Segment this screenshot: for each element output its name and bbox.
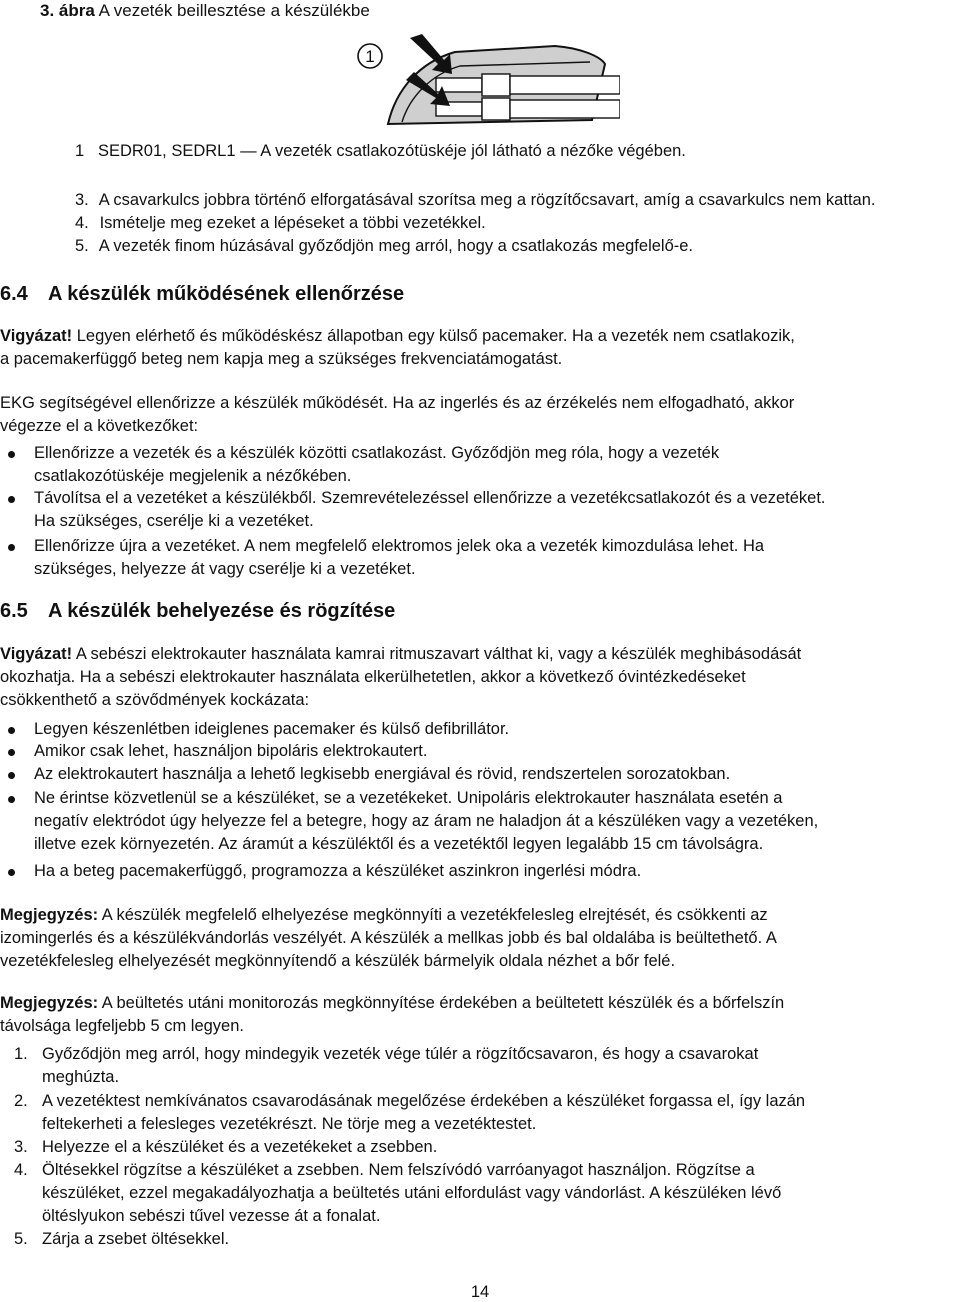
bullet-dot xyxy=(8,727,15,734)
note-text: A készülék megfelelő elhelyezése megkönnyíti a vezetékfelesleg elrejtését, és csökkenti az xyxy=(98,906,768,924)
bullet-dot xyxy=(8,772,15,779)
step-number: 5. xyxy=(14,1230,28,1248)
bullet-line: csatlakozótüskéje megjelenik a nézőkében. xyxy=(34,467,352,485)
warning-text: A sebészi elektrokauter használata kamrai ritmuszavart válthat ki, vagy a készülék meghibásodását xyxy=(72,645,802,663)
note-paragraph xyxy=(0,904,960,973)
step-line: Helyezze el a készüléket és a vezetékeket a zsebben. xyxy=(42,1138,438,1156)
step-number: 5. xyxy=(75,237,89,255)
step-line: Öltésekkel rögzítse a készüléket a zsebben. Nem felszívódó varróanyagot használjon. Rögzítse a xyxy=(42,1161,755,1179)
bullet-line: Ellenőrizze újra a vezetéket. A nem megfelelő elektromos jelek oka a vezeték kimozdulása lehet. Ha xyxy=(34,537,765,555)
step-item xyxy=(75,189,875,212)
bullet-line: Amikor csak lehet, használjon bipoláris elektrokautert. xyxy=(34,742,428,760)
bullet-item xyxy=(0,535,960,581)
bullet-item xyxy=(0,487,960,533)
bullet-dot xyxy=(8,796,15,803)
bullet-item xyxy=(0,860,960,883)
warning-paragraph xyxy=(0,325,960,371)
connector-ring-lower xyxy=(482,98,510,120)
lead-body-upper xyxy=(510,76,620,94)
bullet-line: Ne érintse közvetlenül se a készüléket, se a vezetékeket. Unipoláris elektrokauter használata esetén a xyxy=(34,789,783,807)
warning-paragraph xyxy=(0,643,960,712)
bullet-dot xyxy=(8,749,15,756)
step-line: készüléket, ezzel megakadályozhatja a beültetés utáni elfordulást vagy vándorlást. A készüléken lévő xyxy=(42,1184,782,1202)
warning-text: a pacemakerfüggő beteg nem kapja meg a szükséges frekvenciatámogatást. xyxy=(0,350,563,368)
step-number: 2. xyxy=(14,1092,28,1110)
section-heading-6-5 xyxy=(0,598,395,624)
bullet-line: Távolítsa el a vezetéket a készülékből. Szemrevételezéssel ellenőrizze a vezetékcsatlakozót és a vezetéket. xyxy=(34,489,826,507)
caption-text: SEDR01, SEDRL1 — A vezeték csatlakozótüskéje jól látható a nézőke végében. xyxy=(97,142,686,160)
bullet-line: Ellenőrizze a vezeték és a készülék közötti csatlakozást. Győződjön meg róla, hogy a vezeték xyxy=(34,444,720,462)
figure-title-text: A vezeték beillesztése a készülékbe xyxy=(98,1,370,20)
bullet-line: Ha szükséges, cserélje ki a vezetéket. xyxy=(34,512,314,530)
warning-text: csökkenthető a szövődmények kockázata: xyxy=(0,691,310,709)
note-text: vezetékfelesleg elhelyezését megkönnyítendő a készülék bármelyik oldala nézhet a bőr felé. xyxy=(0,952,676,970)
lead-insertion-illustration xyxy=(340,34,620,134)
step-number: 4. xyxy=(14,1161,28,1179)
warning-label: Vigyázat! xyxy=(0,645,73,663)
caption-number: 1 xyxy=(75,142,85,160)
bullet-item xyxy=(0,763,960,786)
paragraph-line: végezze el a következőket: xyxy=(0,417,199,435)
step-text: Ismételje meg ezeket a lépéseket a többi vezetékkel. xyxy=(99,214,486,232)
bullet-dot xyxy=(8,544,15,551)
bullet-item xyxy=(0,718,960,741)
numbered-step xyxy=(0,1090,960,1136)
page-number: 14 xyxy=(470,1283,490,1301)
step-item xyxy=(75,235,693,258)
step-number: 1. xyxy=(14,1045,28,1063)
numbered-step xyxy=(0,1136,960,1159)
bullet-dot xyxy=(8,496,15,503)
note-paragraph xyxy=(0,992,960,1038)
figure-title xyxy=(40,0,370,22)
callout-number: 1 xyxy=(365,47,375,66)
step-line: A vezetéktest nemkívánatos csavarodásának megelőzése érdekében a készüléket forgassa el, így lazán xyxy=(42,1092,806,1110)
warning-text: okozhatja. Ha a sebészi elektrokauter használata elkerülhetetlen, akkor a következő óvintézkedéseket xyxy=(0,668,746,686)
step-text: A vezeték finom húzásával győződjön meg arról, hogy a csatlakozás megfelelő-e. xyxy=(98,237,694,255)
warning-text: Legyen elérhető és működéskész állapotban egy külső pacemaker. Ha a vezeték nem csatlakozik, xyxy=(72,327,795,345)
bullet-dot xyxy=(8,451,15,458)
bullet-line: illetve ezek környezetén. Az áramút a készüléktől és a vezetéktől legyen legalább 15 cm távolságra. xyxy=(34,835,764,853)
bullet-item xyxy=(0,442,960,488)
lead-body-lower xyxy=(510,100,620,118)
step-line: feltekerheti a felesleges vezetékrészt. Ne törje meg a vezetéktestet. xyxy=(42,1115,537,1133)
numbered-step xyxy=(0,1159,960,1228)
step-number: 3. xyxy=(75,191,89,209)
numbered-step xyxy=(0,1228,960,1251)
step-line: öltéslyukon sebészi tűvel vezesse át a fonalat. xyxy=(42,1207,381,1225)
section-heading-6-4 xyxy=(0,281,404,307)
warning-label: Vigyázat! xyxy=(0,327,73,345)
step-item xyxy=(75,212,486,235)
connector-ring-upper xyxy=(482,74,510,96)
step-line: Győződjön meg arról, hogy mindegyik vezeték vége túlér a rögzítőcsavaron, és hogy a csavarokat xyxy=(42,1045,759,1063)
section-number: 6.4 xyxy=(0,283,28,305)
intro-paragraph xyxy=(0,392,960,438)
bullet-line: Legyen készenlétben ideiglenes pacemaker és külső defibrillátor. xyxy=(34,720,510,738)
bullet-line: szükséges, helyezze át vagy cserélje ki a vezetéket. xyxy=(34,560,416,578)
bullet-dot xyxy=(8,869,15,876)
bullet-line: Ha a beteg pacemakerfüggő, programozza a készüléket aszinkron ingerlési módra. xyxy=(34,862,642,880)
bullet-line: Az elektrokautert használja a lehető legkisebb energiával és rövid, rendszertelen sorozatokban. xyxy=(34,765,731,783)
paragraph-line: EKG segítségével ellenőrizze a készülék működését. Ha az ingerlés és az érzékelés nem elfogadható, akkor xyxy=(0,394,795,412)
note-text: A beültetés utáni monitorozás megkönnyítése érdekében a beültetett készülék és a bőrfelszín xyxy=(98,994,785,1012)
step-number: 3. xyxy=(14,1138,28,1156)
numbered-step xyxy=(0,1043,960,1089)
note-text: távolsága legfeljebb 5 cm legyen. xyxy=(0,1017,244,1035)
note-label: Megjegyzés: xyxy=(0,994,99,1012)
step-text: A csavarkulcs jobbra történő elforgatásával szorítsa meg a rögzítőcsavart, amíg a csavarkulcs nem kattan. xyxy=(98,191,876,209)
step-line: Zárja a zsebet öltésekkel. xyxy=(42,1230,230,1248)
note-text: izomingerlés és a készülékvándorlás veszélyét. A készülék a mellkas jobb és bal oldalába is beültethető. A xyxy=(0,929,777,947)
bullet-item xyxy=(0,740,960,763)
bullet-item xyxy=(0,787,960,856)
step-line: meghúzta. xyxy=(42,1068,120,1086)
bullet-line: negatív elektródot úgy helyezze fel a betegre, hogy az áram ne haladjon át a készüléken vagy a vezetéken, xyxy=(34,812,819,830)
section-number: 6.5 xyxy=(0,600,28,622)
step-number: 4. xyxy=(75,214,89,232)
section-title: A készülék behelyezése és rögzítése xyxy=(48,600,396,622)
note-label: Megjegyzés: xyxy=(0,906,99,924)
section-title: A készülék működésének ellenőrzése xyxy=(48,283,405,305)
figure-caption xyxy=(75,140,686,163)
figure-label: 3. ábra xyxy=(40,1,95,20)
